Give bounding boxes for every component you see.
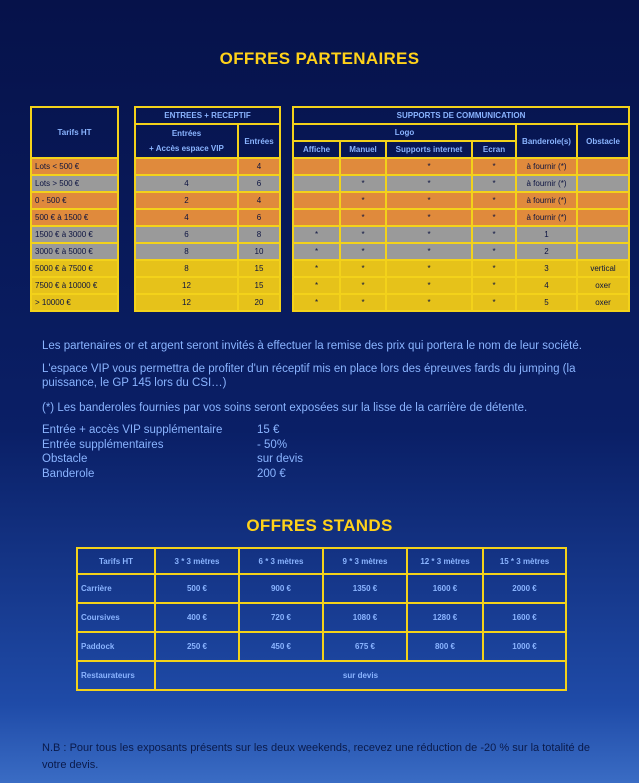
partner-cell-vip: 8 <box>135 243 238 260</box>
partner-cell-obstacle <box>577 209 629 226</box>
partner-cell-obstacle <box>577 175 629 192</box>
stands-header-cell: 3 * 3 mètres <box>155 548 239 574</box>
partner-row <box>31 277 629 294</box>
partner-cell-label: 3000 € à 5000 € <box>31 243 118 260</box>
partner-row <box>31 260 629 277</box>
partner-cell-banderole: à fournir (*) <box>516 175 577 192</box>
partner-cell-manuel: * <box>340 209 386 226</box>
stand-price-cell: 500 € <box>155 574 239 603</box>
partner-cell-ecran: * <box>472 209 516 226</box>
partner-cell-ecran: * <box>472 243 516 260</box>
partner-cell-label: > 10000 € <box>31 294 118 311</box>
header-logo: Logo <box>293 124 516 141</box>
partner-cell-entrees: 8 <box>238 226 280 243</box>
partner-cell-entrees: 4 <box>238 192 280 209</box>
partner-cell-affiche: * <box>293 243 340 260</box>
stand-price-cell: 720 € <box>239 603 323 632</box>
partner-cell-obstacle <box>577 158 629 175</box>
partner-cell-internet: * <box>386 243 472 260</box>
partner-cell-vip: 2 <box>135 192 238 209</box>
paragraph-banderoles: (*) Les banderoles fournies par vos soins seront exposées sur la lisse de la carrière de détente. <box>42 402 528 414</box>
header-entrees-receptif: ENTREES + RECEPTIF <box>135 107 280 124</box>
stands-header-cell: 6 * 3 mètres <box>239 548 323 574</box>
partner-cell-manuel: * <box>340 226 386 243</box>
partner-cell-ecran: * <box>472 260 516 277</box>
partner-cell-affiche <box>293 158 340 175</box>
partner-cell-entrees: 15 <box>238 260 280 277</box>
partner-cell-manuel: * <box>340 243 386 260</box>
partner-cell-manuel: * <box>340 294 386 311</box>
partner-cell-vip: 8 <box>135 260 238 277</box>
header-supports: SUPPORTS DE COMMUNICATION <box>293 107 629 124</box>
partner-cell-internet: * <box>386 209 472 226</box>
header-ecran: Ecran <box>472 141 516 158</box>
partner-cell-ecran: * <box>472 294 516 311</box>
partner-cell-obstacle <box>577 226 629 243</box>
header-tarifs: Tarifs HT <box>31 107 118 158</box>
partner-cell-internet: * <box>386 277 472 294</box>
extra-row: Entrée supplémentaires - 50% <box>42 438 288 451</box>
partner-cell-ecran: * <box>472 226 516 243</box>
header-banderole: Banderole(s) <box>516 124 577 158</box>
partner-cell-affiche <box>293 175 340 192</box>
partner-cell-vip: 12 <box>135 277 238 294</box>
stand-row-restaurateurs <box>77 661 566 690</box>
partner-row <box>31 243 629 260</box>
partner-cell-vip: 4 <box>135 209 238 226</box>
partner-cell-banderole: 5 <box>516 294 577 311</box>
stand-price-cell: 400 € <box>155 603 239 632</box>
header-entrees-vip: Entrées + Accès espace VIP <box>135 124 238 158</box>
extra-row: Entrée + accès VIP supplémentaire 15 € <box>42 424 280 436</box>
partner-cell-vip: 6 <box>135 226 238 243</box>
partner-cell-entrees: 20 <box>238 294 280 311</box>
stand-row-label: Coursives <box>77 603 155 632</box>
partner-cell-label: 7500 € à 10000 € <box>31 277 118 294</box>
partner-row <box>31 192 629 209</box>
partner-cell-banderole: à fournir (*) <box>516 209 577 226</box>
partner-cell-vip: 12 <box>135 294 238 311</box>
partners-table <box>30 106 630 312</box>
stand-price-cell: 1350 € <box>323 574 407 603</box>
header-obstacle: Obstacle <box>577 124 629 158</box>
partner-cell-label: 5000 € à 7500 € <box>31 260 118 277</box>
partner-cell-label: 1500 € à 3000 € <box>31 226 118 243</box>
partners-title: OFFRES PARTENAIRES <box>219 49 420 68</box>
paragraph-remise-prix: Les partenaires or et argent seront invités à effectuer la remise des prix qui portera le nom de leur société. <box>42 340 582 352</box>
header-affiche: Affiche <box>293 141 340 158</box>
stand-row <box>77 632 566 661</box>
stand-row-label: Paddock <box>77 632 155 661</box>
partner-cell-entrees: 6 <box>238 209 280 226</box>
partner-row <box>31 294 629 311</box>
footnote: N.B : Pour tous les exposants présents sur les deux weekends, recevez une réduction de -20 % sur la totalité de votre devis. <box>42 742 590 771</box>
partner-cell-affiche: * <box>293 294 340 311</box>
stand-restaurateurs-value: sur devis <box>155 661 566 690</box>
partner-row <box>31 226 629 243</box>
partner-cell-obstacle: vertical <box>577 260 629 277</box>
partner-cell-banderole: 3 <box>516 260 577 277</box>
stands-header-cell: 9 * 3 mètres <box>323 548 407 574</box>
partner-cell-obstacle <box>577 243 629 260</box>
stands-header-cell: Tarifs HT <box>77 548 155 574</box>
partner-cell-manuel: * <box>340 192 386 209</box>
stand-price-cell: 1000 € <box>483 632 566 661</box>
stand-price-cell: 2000 € <box>483 574 566 603</box>
extras-list <box>42 423 303 481</box>
stand-price-cell: 900 € <box>239 574 323 603</box>
partner-cell-label: 500 € à 1500 € <box>31 209 118 226</box>
stand-price-cell: 800 € <box>407 632 483 661</box>
partner-cell-label: Lots > 500 € <box>31 175 118 192</box>
partner-cell-internet: * <box>386 260 472 277</box>
partner-row <box>31 175 629 192</box>
partner-cell-internet: * <box>386 158 472 175</box>
partner-cell-banderole: 4 <box>516 277 577 294</box>
header-manuel: Manuel <box>340 141 386 158</box>
partner-cell-vip: 4 <box>135 175 238 192</box>
partner-cell-entrees: 6 <box>238 175 280 192</box>
partner-cell-internet: * <box>386 294 472 311</box>
paragraph-espace-vip: L'espace VIP vous permettra de profiter d'un réceptif mis en place lors des épreuves fards du jumping (la puissance, le GP 145 lors du CSI…) <box>42 363 576 389</box>
partner-cell-label: Lots < 500 € <box>31 158 118 175</box>
stand-price-cell: 450 € <box>239 632 323 661</box>
header-internet: Supports internet <box>386 141 472 158</box>
stand-row <box>77 603 566 632</box>
partner-row <box>31 158 629 175</box>
stand-price-cell: 1600 € <box>483 603 566 632</box>
stand-price-cell: 1280 € <box>407 603 483 632</box>
partner-cell-ecran: * <box>472 175 516 192</box>
header-entrees: Entrées <box>238 124 280 158</box>
stand-price-cell: 1600 € <box>407 574 483 603</box>
stands-header-cell: 12 * 3 mètres <box>407 548 483 574</box>
stands-header-cell: 15 * 3 mètres <box>483 548 566 574</box>
partner-cell-affiche <box>293 192 340 209</box>
partner-cell-affiche: * <box>293 260 340 277</box>
stand-row <box>77 574 566 603</box>
stand-price-cell: 250 € <box>155 632 239 661</box>
stand-price-cell: 675 € <box>323 632 407 661</box>
partner-cell-obstacle <box>577 192 629 209</box>
partner-cell-affiche: * <box>293 277 340 294</box>
stand-price-cell: 1080 € <box>323 603 407 632</box>
partner-cell-manuel <box>340 158 386 175</box>
partner-cell-entrees: 15 <box>238 277 280 294</box>
partner-cell-entrees: 10 <box>238 243 280 260</box>
partner-cell-banderole: à fournir (*) <box>516 192 577 209</box>
partner-cell-obstacle: oxer <box>577 294 629 311</box>
partner-cell-label: 0 - 500 € <box>31 192 118 209</box>
partner-cell-vip <box>135 158 238 175</box>
partner-cell-manuel: * <box>340 175 386 192</box>
partner-cell-obstacle: oxer <box>577 277 629 294</box>
partner-cell-affiche: * <box>293 226 340 243</box>
partner-cell-banderole: 1 <box>516 226 577 243</box>
partner-cell-ecran: * <box>472 192 516 209</box>
stand-row-label: Restaurateurs <box>77 661 155 690</box>
partner-cell-ecran: * <box>472 158 516 175</box>
partner-cell-banderole: à fournir (*) <box>516 158 577 175</box>
partner-cell-manuel: * <box>340 260 386 277</box>
stands-title: OFFRES STANDS <box>246 516 393 535</box>
partner-cell-manuel: * <box>340 277 386 294</box>
partner-cell-affiche <box>293 209 340 226</box>
partner-cell-banderole: 2 <box>516 243 577 260</box>
stands-table <box>76 547 567 691</box>
partner-cell-ecran: * <box>472 277 516 294</box>
partner-cell-internet: * <box>386 226 472 243</box>
stand-row-label: Carrière <box>77 574 155 603</box>
partner-cell-internet: * <box>386 192 472 209</box>
partner-cell-internet: * <box>386 175 472 192</box>
extra-row: Banderole 200 € <box>42 467 286 480</box>
partner-cell-entrees: 4 <box>238 158 280 175</box>
extra-row: Obstacle sur devis <box>42 453 304 465</box>
partner-row <box>31 209 629 226</box>
